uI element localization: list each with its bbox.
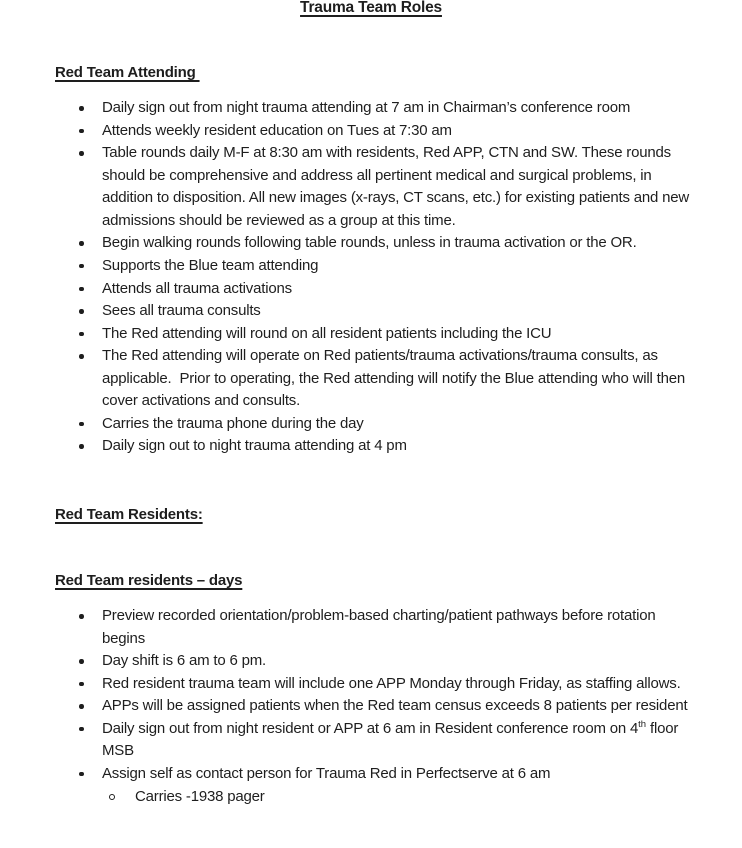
bullet-text: Attends all trauma activations xyxy=(102,279,292,297)
bullet-dot-icon xyxy=(79,772,84,777)
bullet-item xyxy=(55,97,700,120)
bullet-item xyxy=(55,673,700,696)
bullet-dot-icon xyxy=(79,682,84,687)
bullet-text: Daily sign out to night trauma attending at 4 pm xyxy=(102,437,407,455)
bullet-dot-icon xyxy=(79,264,84,269)
bullet-dot-icon xyxy=(79,241,84,246)
bullet-item xyxy=(55,718,700,763)
section-2 xyxy=(55,506,742,524)
bullet-dot-icon xyxy=(79,287,84,292)
bullet-dot-icon xyxy=(79,422,84,427)
section-1 xyxy=(55,64,742,458)
bullet-text: Preview recorded orientation/problem-based charting/patient pathways before rotation begins xyxy=(102,607,660,647)
bullet-item xyxy=(55,695,700,718)
bullet-item xyxy=(55,763,700,786)
bullet-item xyxy=(55,120,700,143)
bullet-text: Supports the Blue team attending xyxy=(102,256,319,274)
bullet-text: Daily sign out from night resident or APP at 6 am in Resident conference room on 4th floor MSB xyxy=(102,718,683,760)
bullet-text: The Red attending will round on all resident patients including the ICU xyxy=(102,324,552,342)
bullet-dot-icon xyxy=(79,727,84,732)
document-sections xyxy=(55,64,742,808)
bullet-text: Day shift is 6 am to 6 pm. xyxy=(102,652,267,670)
bullet-text: APPs will be assigned patients when the Red team census exceeds 8 patients per resident xyxy=(102,697,688,715)
bullet-list xyxy=(55,605,742,808)
section-heading: Red Team Residents: xyxy=(55,506,203,523)
bullet-dot-icon xyxy=(79,354,84,359)
bullet-text: Begin walking rounds following table rounds, unless in trauma activation or the OR. xyxy=(102,234,637,252)
bullet-item xyxy=(55,300,700,323)
bullet-dot-icon xyxy=(79,151,84,156)
bullet-dot-icon xyxy=(79,309,84,314)
bullet-item xyxy=(55,142,700,232)
bullet-dot-icon xyxy=(79,704,84,709)
bullet-text: Carries the trauma phone during the day xyxy=(102,414,364,432)
bullet-item xyxy=(55,278,700,301)
sub-bullet-circle-icon xyxy=(109,794,115,800)
bullet-dot-icon xyxy=(79,106,84,111)
section-3 xyxy=(55,572,742,808)
bullet-dot-icon xyxy=(79,614,84,619)
bullet-item xyxy=(55,255,700,278)
bullet-text: Red resident trauma team will include one APP Monday through Friday, as staffing allows. xyxy=(102,674,681,692)
bullet-dot-icon xyxy=(79,332,84,337)
bullet-text: Attends weekly resident education on Tues at 7:30 am xyxy=(102,121,452,139)
ordinal-superscript: th xyxy=(638,718,647,730)
bullet-item xyxy=(55,605,700,650)
section-heading: Red Team residents – days xyxy=(55,572,243,589)
bullet-item xyxy=(55,413,700,436)
bullet-item xyxy=(55,345,700,413)
bullet-text: The Red attending will operate on Red patients/trauma activations/trauma consults, as applicable. Prior to operating, the Red attending will notify the Blue attending who will then cover activations and consults. xyxy=(102,347,690,410)
bullet-list xyxy=(55,97,742,458)
bullet-item xyxy=(55,323,700,346)
bullet-text: Sees all trauma consults xyxy=(102,302,261,320)
document-title: Trauma Team Roles xyxy=(300,0,442,16)
bullet-dot-icon xyxy=(79,659,84,664)
bullet-item xyxy=(55,232,700,255)
bullet-item xyxy=(55,650,700,673)
bullet-item xyxy=(55,435,700,458)
bullet-text: Table rounds daily M-F at 8:30 am with residents, Red APP, CTN and SW. These rounds should be comprehensive and address all pertinent medical and surgical problems, in addition to disposition. All new images (x-rays, CT scans, etc.) for existing patients and new admissions should be reviewed as a group at this time. xyxy=(102,144,694,229)
sub-bullet-item xyxy=(55,786,700,809)
section-heading: Red Team Attending xyxy=(55,64,200,81)
bullet-dot-icon xyxy=(79,444,84,449)
sub-bullet-text: Carries -1938 pager xyxy=(135,787,265,805)
bullet-dot-icon xyxy=(79,129,84,134)
bullet-text: Daily sign out from night trauma attending at 7 am in Chairman’s conference room xyxy=(102,99,631,116)
bullet-text: Assign self as contact person for Trauma Red in Perfectserve at 6 am xyxy=(102,764,551,782)
